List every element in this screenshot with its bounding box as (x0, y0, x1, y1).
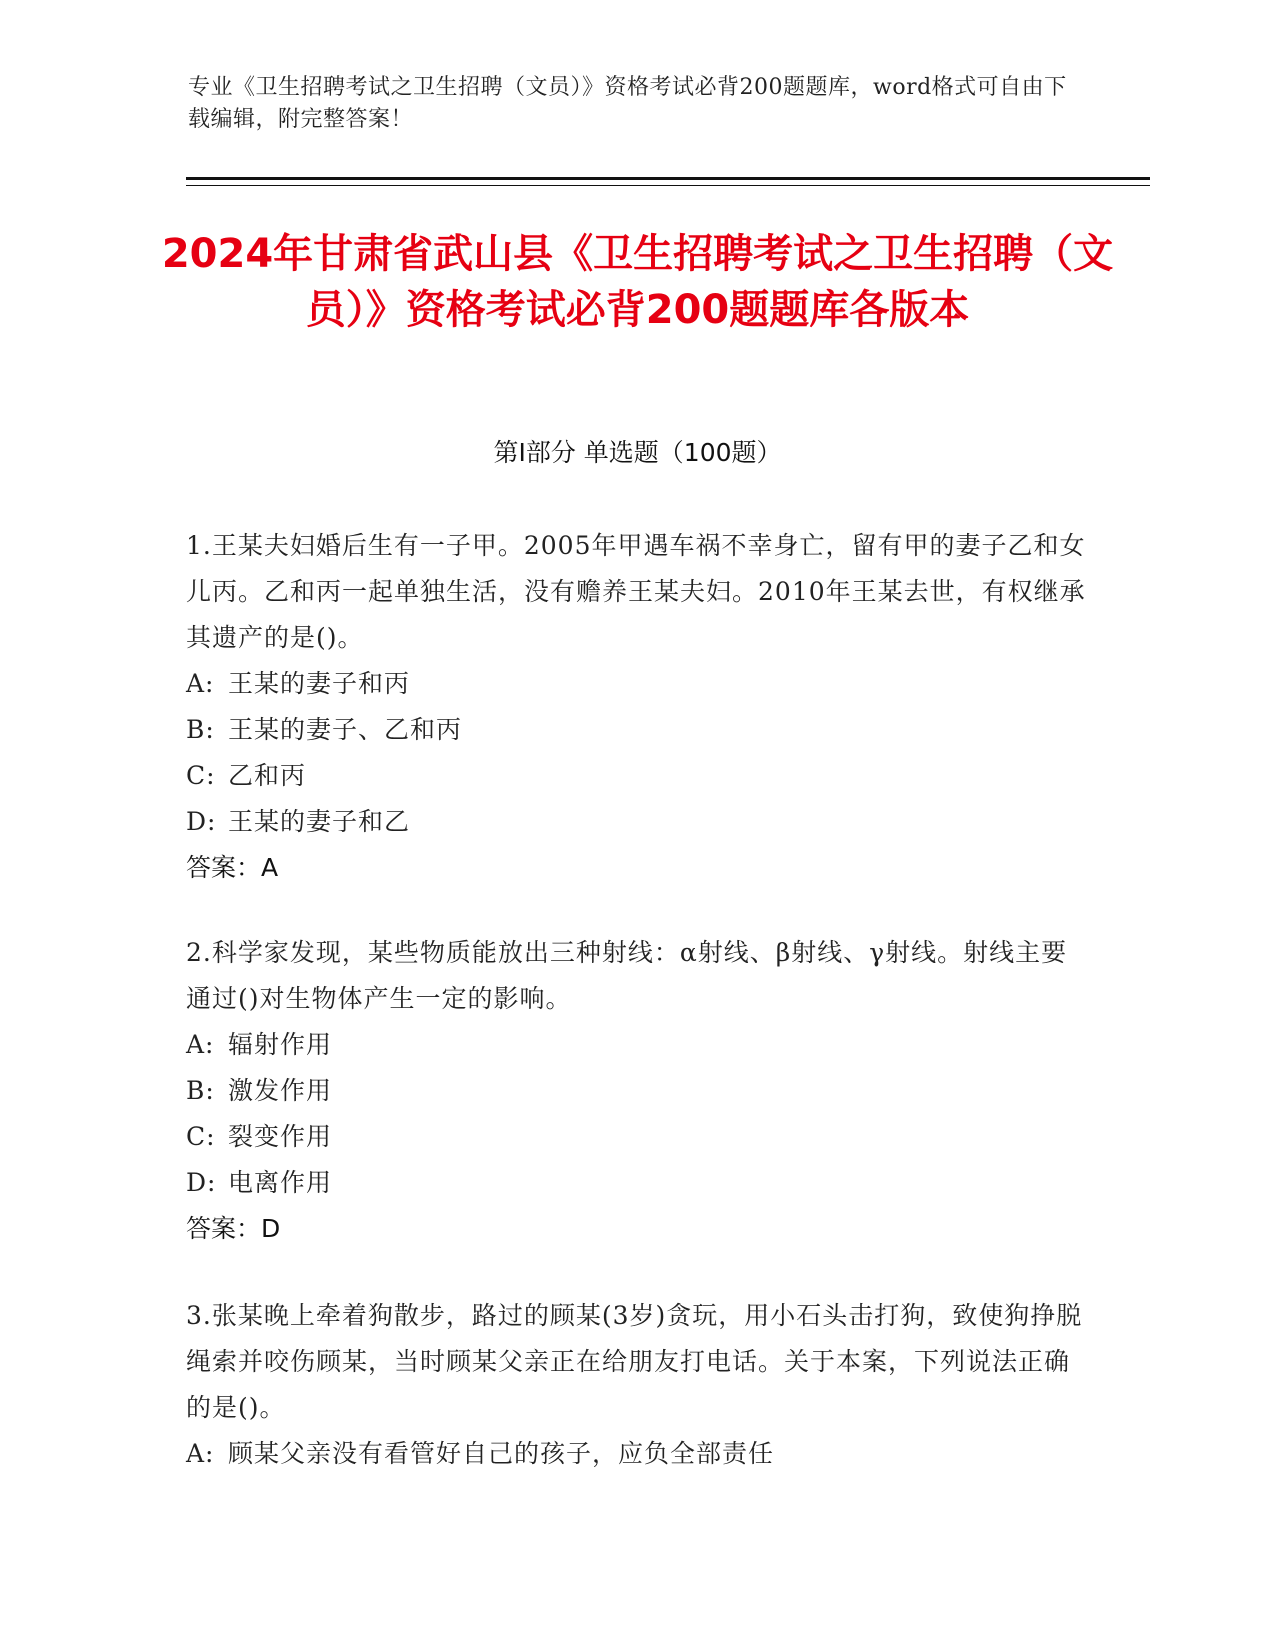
option-text: 裂变作用 (228, 1122, 333, 1151)
option-text: 顾某父亲没有看管好自己的孩子，应负全部责任 (228, 1439, 775, 1468)
option-d (186, 799, 1086, 845)
option-a (186, 661, 1086, 707)
option-key: C: (186, 1122, 216, 1151)
answer-line: 答案：D (186, 1214, 281, 1243)
question-stem: 2.科学家发现，某些物质能放出三种射线：α射线、β射线、γ射线。射线主要通过()对生物体产生一定的影响。 (186, 938, 1068, 1013)
option-key: B: (186, 1076, 215, 1105)
option-text: 激发作用 (228, 1076, 333, 1105)
option-c (186, 753, 1086, 799)
option-b (186, 1068, 1086, 1114)
option-text: 乙和丙 (228, 761, 307, 790)
option-key: D: (186, 1168, 217, 1197)
option-text: 电离作用 (228, 1168, 333, 1197)
option-d (186, 1160, 1086, 1206)
question-stem: 1.王某夫妇婚后生有一子甲。2005年甲遇车祸不幸身亡，留有甲的妻子乙和女儿丙。乙和丙一起单独生活，没有赡养王某夫妇。2010年王某去世，有权继承其遗产的是()。 (186, 531, 1086, 652)
section-heading: 第I部分 单选题（100题） (493, 438, 782, 467)
option-c (186, 1114, 1086, 1160)
option-key: A: (186, 1030, 215, 1059)
option-key: B: (186, 715, 215, 744)
option-text: 王某的妻子、乙和丙 (228, 715, 463, 744)
header-rule-thin (186, 185, 1150, 186)
option-b (186, 707, 1086, 753)
header-rule-thick (186, 177, 1150, 180)
option-key: A: (186, 1439, 215, 1468)
option-key: D: (186, 807, 217, 836)
option-text: 王某的妻子和乙 (228, 807, 411, 836)
option-a (186, 1022, 1086, 1068)
option-a (186, 1431, 1086, 1477)
question-stem: 3.张某晚上牵着狗散步，路过的顾某(3岁)贪玩，用小石头击打狗，致使狗挣脱绳索并咬伤顾某，当时顾某父亲正在给朋友打电话。关于本案，下列说法正确的是()。 (186, 1301, 1083, 1422)
question-item (186, 1293, 1086, 1477)
document-title: 2024年甘肃省武山县《卫生招聘考试之卫生招聘（文员）》资格考试必背200题题库各版本 (161, 231, 1114, 333)
option-text: 辐射作用 (228, 1030, 333, 1059)
answer-line: 答案：A (186, 853, 279, 882)
header-note: 专业《卫生招聘考试之卫生招聘（文员）》资格考试必背200题题库，word格式可自由下载编辑，附完整答案！ (188, 75, 1067, 132)
question-item (186, 930, 1086, 1252)
option-text: 王某的妻子和丙 (228, 669, 411, 698)
question-item (186, 523, 1086, 891)
option-key: C: (186, 761, 216, 790)
option-key: A: (186, 669, 215, 698)
